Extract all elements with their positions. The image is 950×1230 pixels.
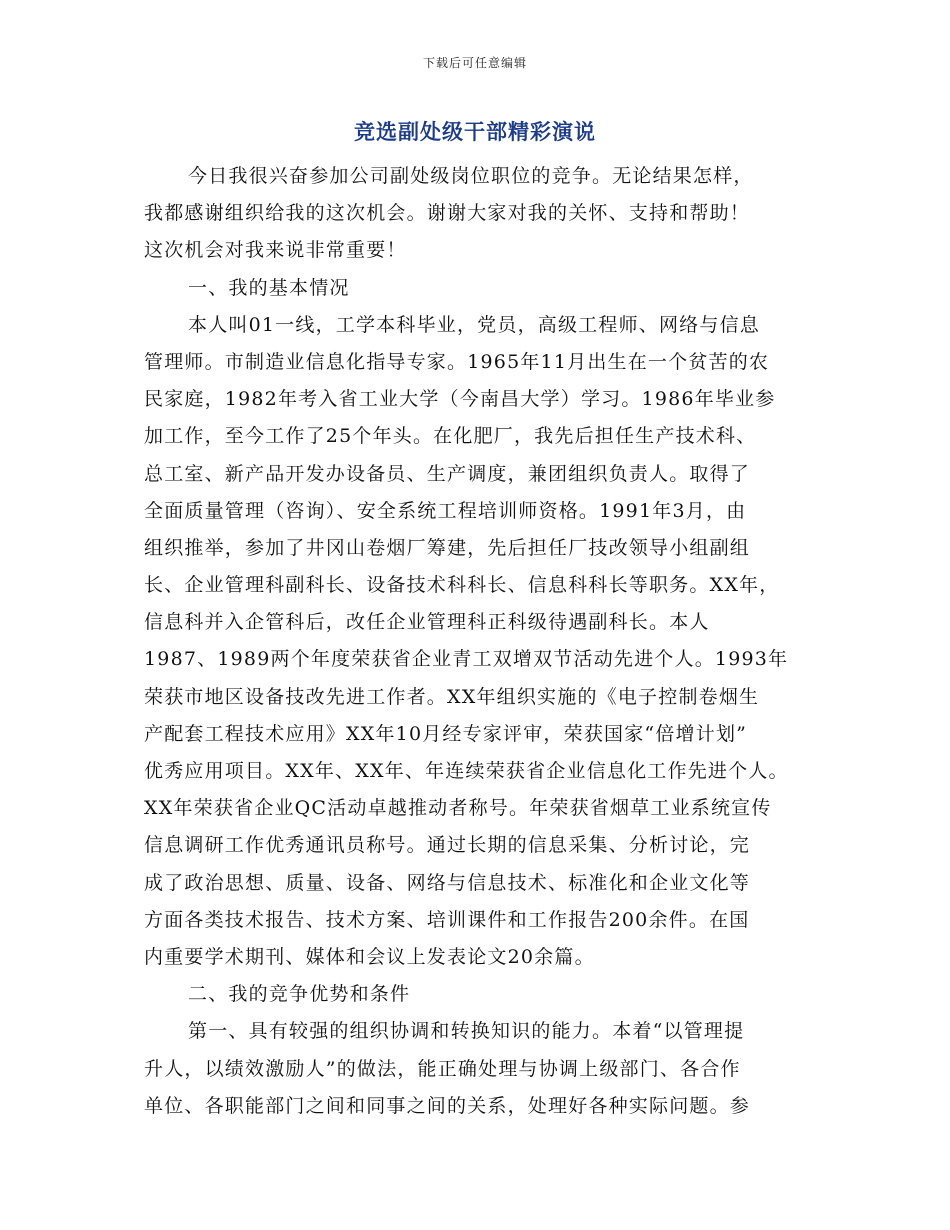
header-note: 下载后可任意编辑 (422, 56, 527, 70)
text-line: 1987、1989两个年度荣获省企业青工双增双节活动先进个人。1993年 (144, 648, 789, 671)
text-line: 这次机会对我来说非常重要！ (144, 239, 407, 262)
text-line: 民家庭，1982年考入省工业大学（今南昌大学）学习。1986年毕业参 (144, 388, 776, 411)
text-line: 单位、各职能部门之间和同事之间的关系，处理好各种实际问题。参 (144, 1094, 751, 1117)
document-body (144, 158, 809, 1125)
text-line: 信息科并入企管科后，改任企业管理科正科级待遇副科长。本人 (144, 611, 710, 634)
text-line: 方面各类技术报告、技术方案、培训课件和工作报告200余件。在国 (144, 908, 750, 931)
text-line: 加工作，至今工作了25个年头。在化肥厂，我先后担任生产技术科、 (144, 425, 757, 448)
text-line: 总工室、新产品开发办设备员、生产调度，兼团组织负责人。取得了 (144, 462, 751, 485)
text-line: 成了政治思想、质量、设备、网络与信息技术、标准化和企业文化等 (144, 871, 751, 894)
text-line: 第一、具有较强的组织协调和转换知识的能力。本着“以管理提 (188, 1020, 745, 1043)
text-line: 优秀应用项目。XX年、XX年、年连续荣获省企业信息化工作先进个人。 (144, 760, 789, 782)
text-line: 管理师。市制造业信息化指导专家。1965年11月出生在一个贫苦的农 (144, 350, 770, 373)
text-line: 全面质量管理（咨询）、安全系统工程培训师资格。1991年3月，由 (144, 499, 747, 522)
text-line: 长、企业管理科副科长、设备技术科科长、信息科科长等职务。XX年， (144, 574, 780, 597)
text-line: 本人叫01一线，工学本科毕业，党员，高级工程师、网络与信息 (188, 313, 760, 336)
text-line: 产配套工程技术应用》XX年10月经专家评审，荣获国家“倍增计划” (144, 722, 748, 745)
text-line: 二、我的竞争优势和条件 (188, 983, 411, 1006)
text-line: 我都感谢组织给我的这次机会。谢谢大家对我的关怀、支持和帮助！ (144, 202, 751, 225)
text-line: XX年荣获省企业QC活动卓越推动者称号。年荣获省烟草工业系统宣传 (144, 797, 772, 820)
text-line: 信息调研工作优秀通讯员称号。通过长期的信息采集、分析讨论，完 (144, 834, 751, 857)
text-line: 组织推举，参加了井冈山卷烟厂筹建，先后担任厂技改领导小组副组 (144, 536, 751, 559)
text-line: 升人，以绩效激励人”的做法，能正确处理与协调上级部门、各合作 (144, 1057, 741, 1080)
text-line: 今日我很兴奋参加公司副处级岗位职位的竞争。无论结果怎样， (188, 165, 754, 187)
text-line: 荣获市地区设备技改先进工作者。XX年组织实施的《电子控制卷烟生 (144, 685, 760, 708)
document-title: 竞选副处级干部精彩演说 (354, 119, 596, 144)
text-line: 一、我的基本情况 (188, 276, 350, 299)
text-line: 内重要学术期刊、媒体和会议上发表论文20余篇。 (144, 945, 595, 968)
